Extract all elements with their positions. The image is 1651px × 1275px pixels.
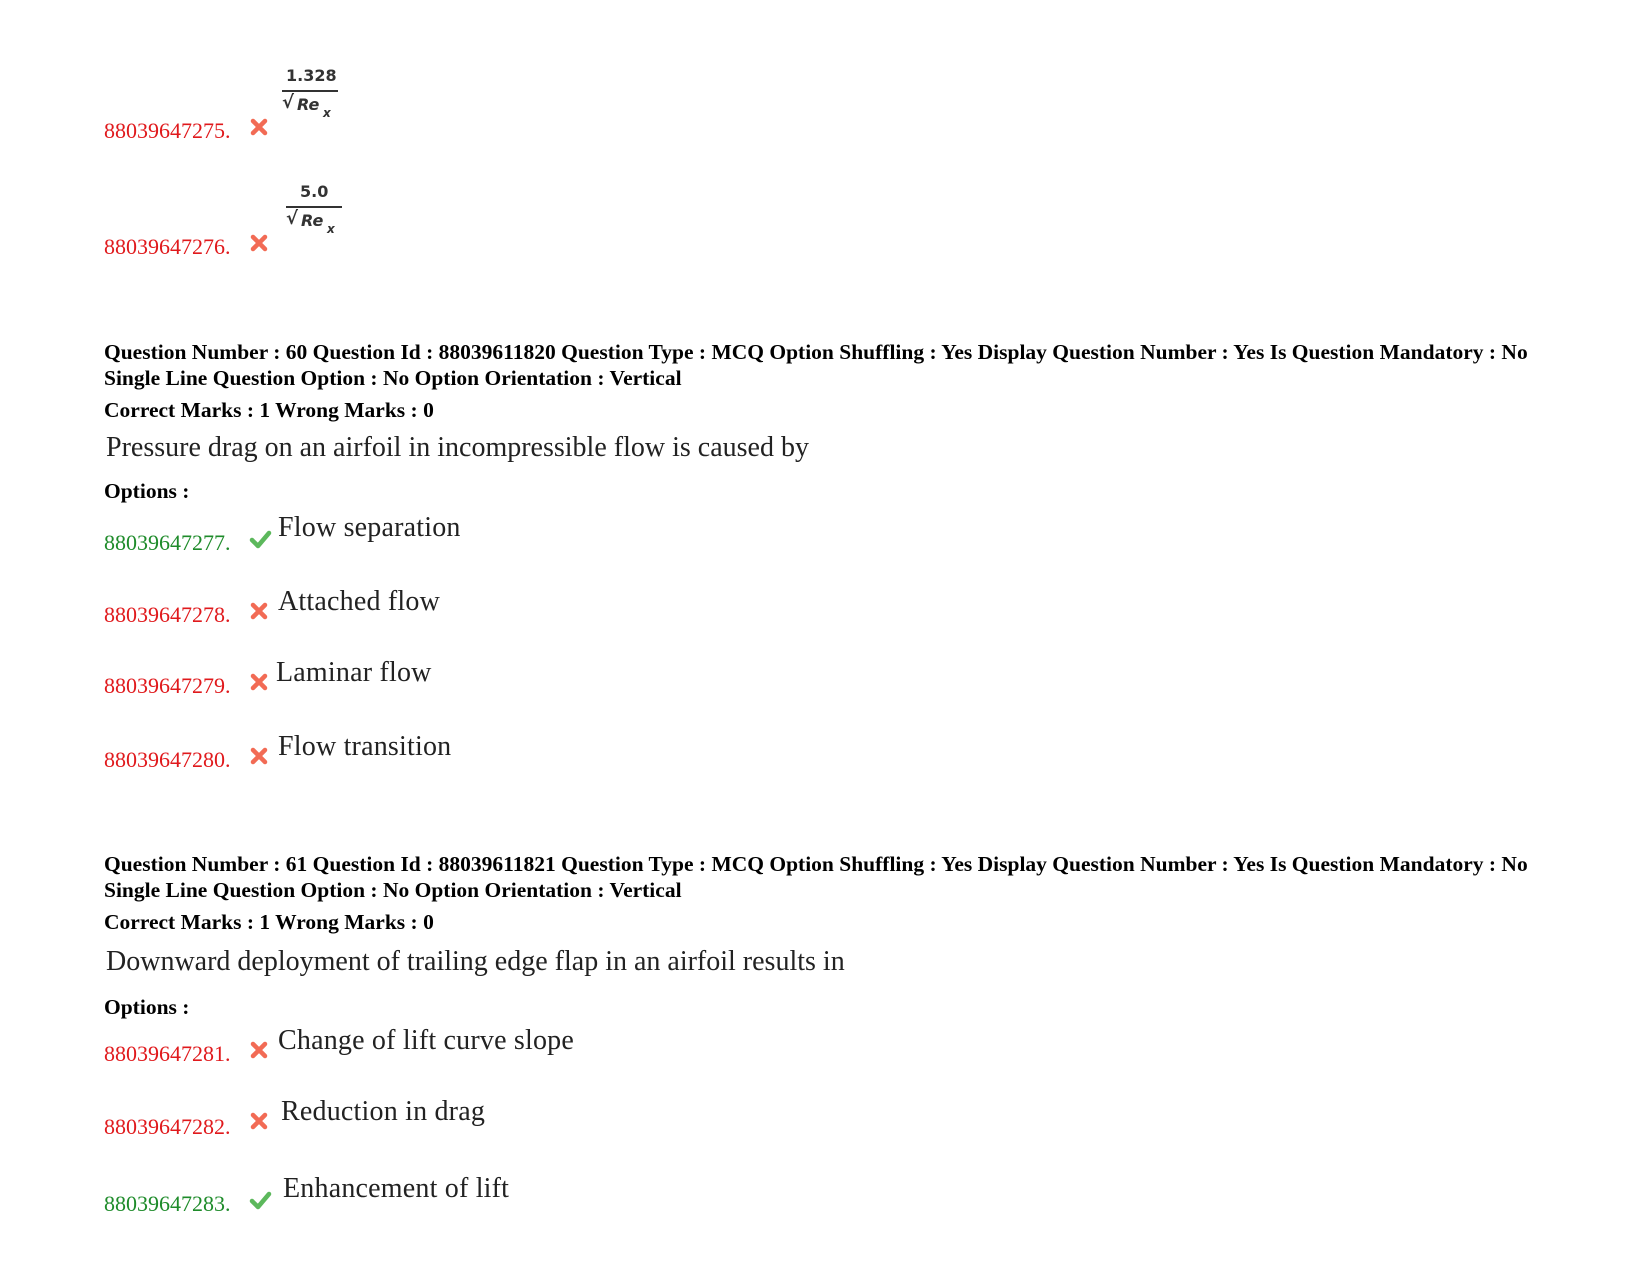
option-id: 88039647282. (104, 1114, 231, 1139)
option-id: 88039647281. (104, 1041, 231, 1066)
option-text: Flow transition (278, 731, 452, 762)
option-text: Laminar flow (276, 657, 432, 688)
option-id: 88039647277. (104, 530, 231, 555)
cross-icon (248, 600, 270, 622)
cross-icon (248, 745, 270, 767)
option-text: Attached flow (278, 586, 440, 617)
option-text: Change of lift curve slope (278, 1025, 575, 1056)
option-id: 88039647279. (104, 673, 231, 698)
question-header: Question Number : 60 Question Id : 88039611820 Question Type : MCQ Option Shuffling : Yes Display Question Number : Yes Is Question Mandatory : No Single Line Question Option : No Option Orientation : Vertical (104, 340, 1528, 390)
option-id: 88039647280. (104, 747, 231, 772)
options-label: Options : (104, 995, 190, 1019)
formula-image: 1.328 √ Re x (282, 66, 337, 120)
option-text: Enhancement of lift (283, 1173, 510, 1204)
check-icon (248, 528, 272, 550)
cross-icon (248, 116, 270, 138)
question-text: Downward deployment of trailing edge flap in an airfoil results in (106, 946, 845, 977)
options-label: Options : (104, 479, 190, 503)
cross-icon (248, 1110, 270, 1132)
question-header: Question Number : 61 Question Id : 88039611821 Question Type : MCQ Option Shuffling : Yes Display Question Number : Yes Is Question Mandatory : No Single Line Question Option : No Option Orientation : Vertical (104, 852, 1528, 902)
formula-image: 5.0 √ Re x (286, 178, 356, 238)
option-id: 88039647276. (104, 234, 231, 259)
marks-line: Correct Marks : 1 Wrong Marks : 0 (104, 398, 434, 422)
check-icon (248, 1189, 272, 1211)
cross-icon (248, 671, 270, 693)
option-id: 88039647275. (104, 118, 231, 143)
cross-icon (248, 232, 270, 254)
sqrt-icon: √ (282, 92, 295, 113)
formula-numerator: 5.0 (300, 182, 329, 201)
marks-line: Correct Marks : 1 Wrong Marks : 0 (104, 910, 434, 934)
option-id: 88039647278. (104, 602, 231, 627)
option-text: Flow separation (278, 512, 461, 543)
cross-icon (248, 1039, 270, 1061)
question-text: Pressure drag on an airfoil in incompressible flow is caused by (106, 432, 809, 463)
option-text: Reduction in drag (281, 1096, 486, 1127)
sqrt-icon: √ (286, 208, 299, 229)
formula-numerator: 1.328 (286, 66, 337, 85)
option-id: 88039647283. (104, 1191, 231, 1216)
